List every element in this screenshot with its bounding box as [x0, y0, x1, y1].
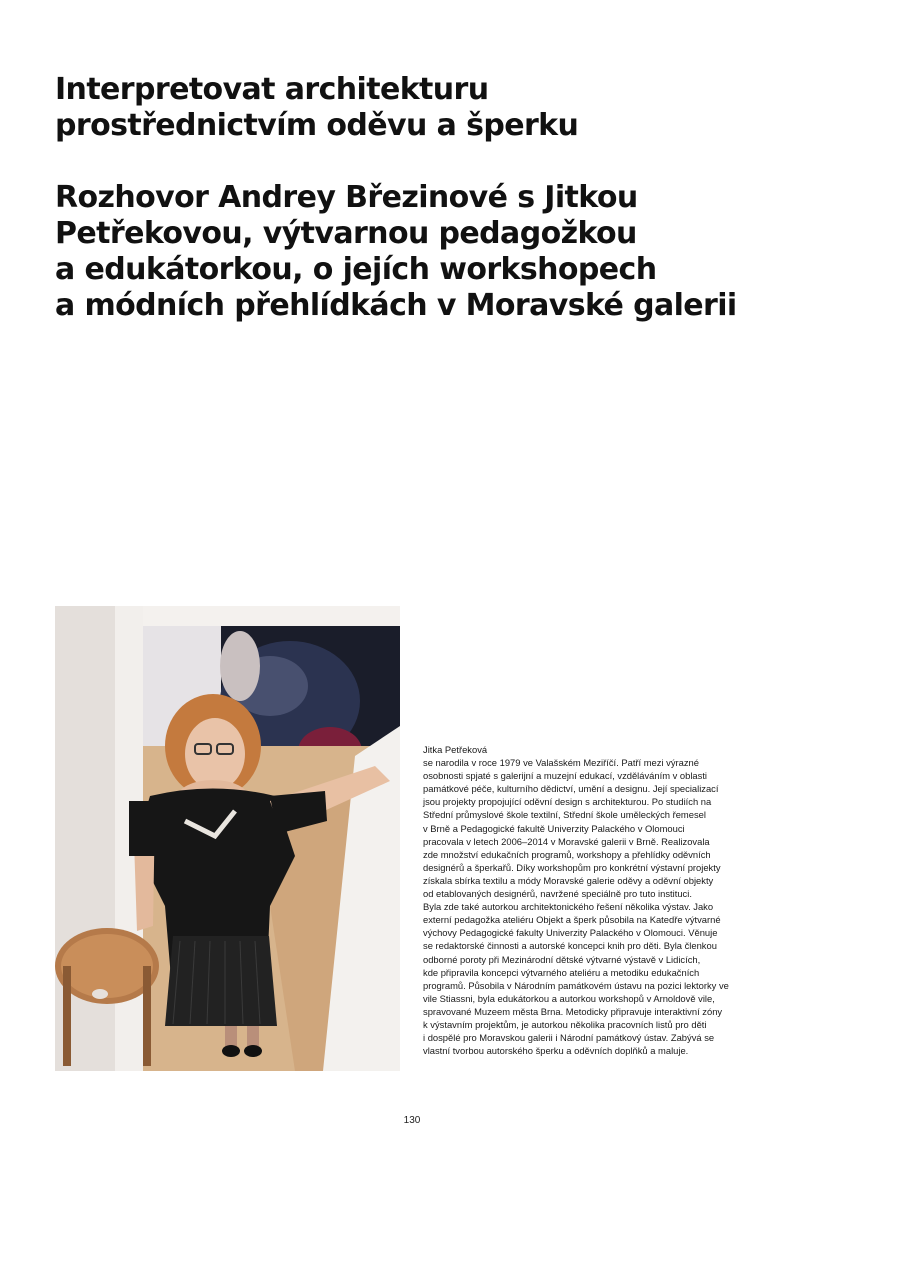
- bio-line: pracovala v letech 2006–2014 v Moravské galerii v Brně. Realizovala: [423, 835, 710, 847]
- bio-line: vile Stiassni, byla edukátorkou a autorkou workshopů v Arnoldově vile,: [423, 992, 715, 1004]
- article-heading: [55, 72, 855, 324]
- bio-line: výchovy Pedagogické fakulty Univerzity Palackého v Olomouci. Věnuje: [423, 927, 718, 939]
- bio-line: osobnosti spjaté s galerijní a muzejní edukací, vzděláváním v oblasti: [423, 770, 708, 782]
- bio-line: v Brně a Pedagogické fakultě Univerzity Palackého v Olomouci: [423, 822, 685, 834]
- bio-line: kde připravila koncepci výtvarného ateliéru a metodiku edukačních: [423, 966, 700, 978]
- subtitle-line: a módních přehlídkách v Moravské galerii: [55, 288, 737, 323]
- article-subtitle: [55, 180, 855, 324]
- article-title: [55, 72, 855, 144]
- bio-line: od etablovaných designérů, navržené speciálně pro tuto instituci.: [423, 888, 692, 900]
- bio-line: spravované Muzeem města Brna. Metodicky připravuje interaktivní zóny: [423, 1005, 723, 1017]
- bio-line: se redaktorské činnosti a autorské koncepci knih pro děti. Byla členkou: [423, 940, 717, 952]
- bio-line: Byla zde také autorkou architektonického řešení několika výstav. Jako: [423, 901, 714, 913]
- portrait-photo: [55, 606, 400, 1071]
- bio-name: Jitka Petřeková: [423, 744, 488, 755]
- bio-line: externí pedagožka ateliéru Objekt a šperk působila na Katedře výtvarné: [423, 914, 721, 926]
- bio-line: designérů a šperkařů. Díky workshopům pro konkrétní výstavní projekty: [423, 861, 721, 873]
- author-bio: [423, 743, 783, 1057]
- subtitle-line: Rozhovor Andrey Březinové s Jitkou: [55, 180, 638, 215]
- bio-line: vlastní tvorbou autorského šperku a oděvních doplňků a maluje.: [423, 1045, 689, 1057]
- bio-line: získala sbírka textilu a módy Moravské galerie oděvy a oděvní objekty: [423, 874, 714, 886]
- bio-line: se narodila v roce 1979 ve Valašském Meziříčí. Patří mezi výrazné: [423, 757, 699, 769]
- page-number: 130: [403, 1115, 421, 1126]
- title-line: prostřednictvím oděvu a šperku: [55, 108, 579, 143]
- subtitle-line: Petřekovou, výtvarnou pedagožkou: [55, 216, 637, 251]
- bio-line: programů. Působila v Národním památkovém ústavu na pozici lektorky ve: [423, 979, 729, 991]
- title-line: Interpretovat architekturu: [55, 72, 489, 107]
- bio-line: k výstavním projektům, je autorkou několika pracovních listů pro děti: [423, 1018, 707, 1030]
- bio-line: památkové péče, kulturního dědictví, umění a designu. Její specializací: [423, 783, 719, 795]
- bio-line: Střední průmyslové škole textilní, Střední škole uměleckých řemesel: [423, 809, 706, 821]
- bio-line: i dospělé pro Moravskou galerii i Národní památkový ústav. Zabývá se: [423, 1032, 715, 1044]
- bio-line: jsou projekty propojující oděvní design s architekturou. Po studiích na: [423, 796, 712, 808]
- subtitle-line: a edukátorkou, o jejích workshopech: [55, 252, 657, 287]
- bio-line: zde množství edukačních programů, workshopy a přehlídky oděvních: [423, 848, 711, 860]
- bio-line: odborné poroty při Mezinárodní dětské výtvarné výstavě v Lidicích,: [423, 953, 701, 965]
